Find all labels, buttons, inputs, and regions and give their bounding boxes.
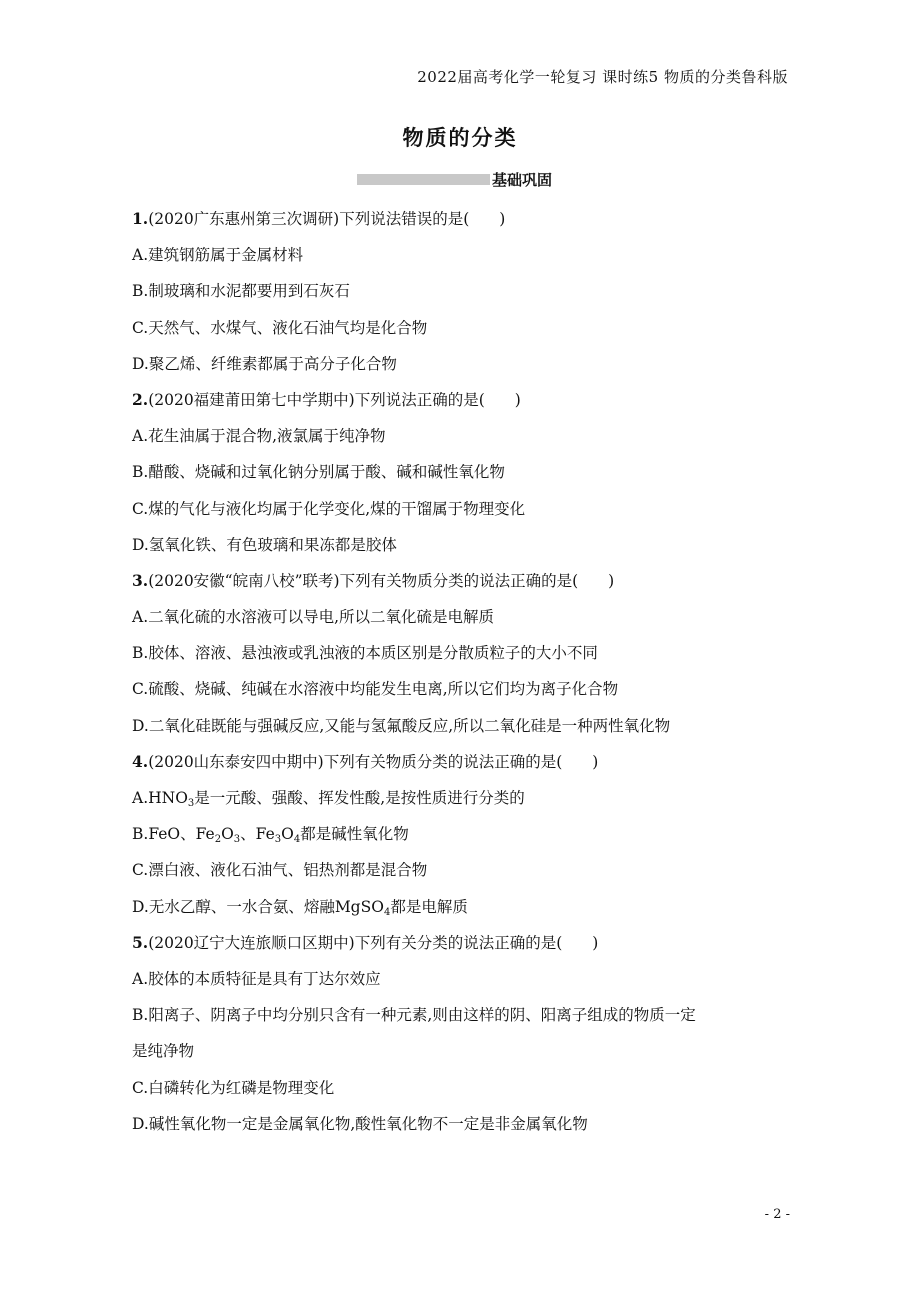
question-number: 3. [132, 570, 149, 590]
option-text: 硫酸、烧碱、纯碱在水溶液中均能发生电离,所以它们均为离子化合物 [148, 680, 619, 699]
section-heading [357, 168, 552, 190]
option-line [132, 708, 792, 744]
option-line [132, 237, 792, 273]
option-label: B. [132, 282, 149, 301]
question-close: ) [592, 933, 599, 952]
formula-text: O [221, 825, 234, 844]
option-text: 碱性氧化物一定是金属氧化物,酸性氧化物不一定是非金属氧化物 [148, 1114, 588, 1133]
option-label: C. [132, 1078, 149, 1097]
option-line [132, 997, 792, 1033]
option-label: A. [132, 427, 149, 446]
option-text: 花生油属于混合物,液氯属于纯净物 [148, 427, 386, 446]
option-line [132, 1106, 792, 1142]
option-text: 天然气、水煤气、液化石油气均是化合物 [148, 318, 428, 337]
option-label: C. [132, 499, 149, 518]
formula-text: 、Fe [240, 825, 275, 844]
option-label: D. [132, 1114, 149, 1133]
question-list [132, 201, 792, 1142]
option-label: B. [132, 825, 149, 844]
page-header: 2022届高考化学一轮复习 课时练5 物质的分类鲁科版 [417, 68, 788, 86]
subscript: 3 [233, 834, 241, 846]
option-label: A. [132, 246, 149, 265]
subscript: 3 [274, 834, 282, 846]
option-line [132, 418, 792, 454]
page-title: 物质的分类 [402, 125, 518, 150]
question-number: 4. [132, 751, 149, 771]
option-label: A. [132, 969, 149, 988]
option-text: 漂白液、液化石油气、铝热剂都是混合物 [148, 861, 428, 880]
question-close: ) [514, 390, 521, 409]
option-line [132, 454, 792, 490]
option-label: B. [132, 1006, 149, 1025]
page-number: - 2 - [764, 1207, 790, 1222]
option-line [132, 491, 792, 527]
option-label: D. [132, 535, 149, 554]
subscript: 2 [214, 834, 222, 846]
option-line [132, 816, 792, 852]
option-line [132, 889, 792, 925]
option-text: 制玻璃和水泥都要用到石灰石 [148, 282, 350, 301]
option-label: C. [132, 861, 149, 880]
option-line [132, 527, 792, 563]
question-text: (2020福建莆田第七中学期中)下列说法正确的是( [148, 390, 485, 409]
option-text: 都是碱性氧化物 [300, 825, 409, 844]
option-text: 聚乙烯、纤维素都属于高分子化合物 [148, 354, 397, 373]
option-line [132, 273, 792, 309]
option-text: 醋酸、烧碱和过氧化钠分别属于酸、碱和碱性氧化物 [148, 463, 505, 482]
section-bar [357, 174, 490, 185]
option-label: A. [132, 789, 149, 807]
formula-text: O [281, 825, 294, 844]
question-text: (2020广东惠州第三次调研)下列说法错误的是( [148, 210, 470, 228]
question-number: 5. [132, 932, 149, 952]
option-line [132, 961, 792, 997]
option-text: 建筑钢筋属于金属材料 [148, 246, 304, 265]
formula-text: 无水乙醇、一水合氨、熔融MgSO [148, 897, 384, 916]
option-text: 胶体的本质特征是具有丁达尔效应 [148, 969, 381, 988]
question-stem [132, 744, 792, 780]
option-text: 是一元酸、强酸、挥发性酸,是按性质进行分类的 [194, 789, 525, 807]
question-close: ) [592, 752, 599, 771]
option-line [132, 780, 792, 816]
question-stem [132, 201, 792, 237]
question-text: (2020安徽“皖南八校”联考)下列有关物质分类的说法正确的是( [148, 571, 579, 590]
option-text: 白磷转化为红磷是物理变化 [148, 1078, 335, 1097]
option-line [132, 671, 792, 707]
option-line [132, 346, 792, 382]
option-label: C. [132, 318, 149, 337]
option-label: D. [132, 716, 149, 735]
option-label: D. [132, 897, 149, 916]
option-label: C. [132, 680, 149, 699]
subscript: 4 [293, 834, 301, 846]
question-number: 2. [132, 389, 149, 409]
option-text: 二氧化硅既能与强碱反应,又能与氢氟酸反应,所以二氧化硅是一种两性氧化物 [148, 716, 671, 735]
question-text: (2020辽宁大连旅顺口区期中)下列有关分类的说法正确的是( [148, 933, 563, 952]
option-line [132, 1070, 792, 1106]
option-line [132, 852, 792, 888]
question-stem [132, 925, 792, 961]
option-continuation: 是纯净物 [132, 1042, 195, 1061]
question-close: ) [608, 571, 615, 590]
option-line [132, 310, 792, 346]
option-label: A. [132, 608, 149, 627]
question-stem [132, 563, 792, 599]
option-label: B. [132, 463, 149, 482]
option-text: 煤的气化与液化均属于化学变化,煤的干馏属于物理变化 [148, 499, 526, 518]
question-close: ) [499, 210, 506, 228]
question-number: 1. [132, 209, 149, 228]
subscript: 3 [187, 798, 195, 809]
option-text: 二氧化硫的水溶液可以导电,所以二氧化硫是电解质 [148, 608, 495, 627]
option-text: 阳离子、阴离子中均分别只含有一种元素,则由这样的阴、阳离子组成的物质一定 [148, 1006, 696, 1025]
question-stem [132, 382, 792, 418]
option-line [132, 635, 792, 671]
question-text: (2020山东泰安四中期中)下列有关物质分类的说法正确的是( [148, 752, 563, 771]
option-label: D. [132, 354, 149, 373]
formula-text: HNO [148, 789, 188, 807]
option-text: 都是电解质 [390, 897, 468, 916]
subscript: 4 [383, 906, 391, 918]
section-label: 基础巩固 [492, 170, 553, 189]
option-text: 胶体、溶液、悬浊液或乳浊液的本质区别是分散质粒子的大小不同 [148, 644, 598, 663]
option-line [132, 599, 792, 635]
option-text: 氢氧化铁、有色玻璃和果冻都是胶体 [148, 535, 397, 554]
formula-text: FeO、Fe [148, 825, 215, 844]
option-label: B. [132, 644, 149, 663]
